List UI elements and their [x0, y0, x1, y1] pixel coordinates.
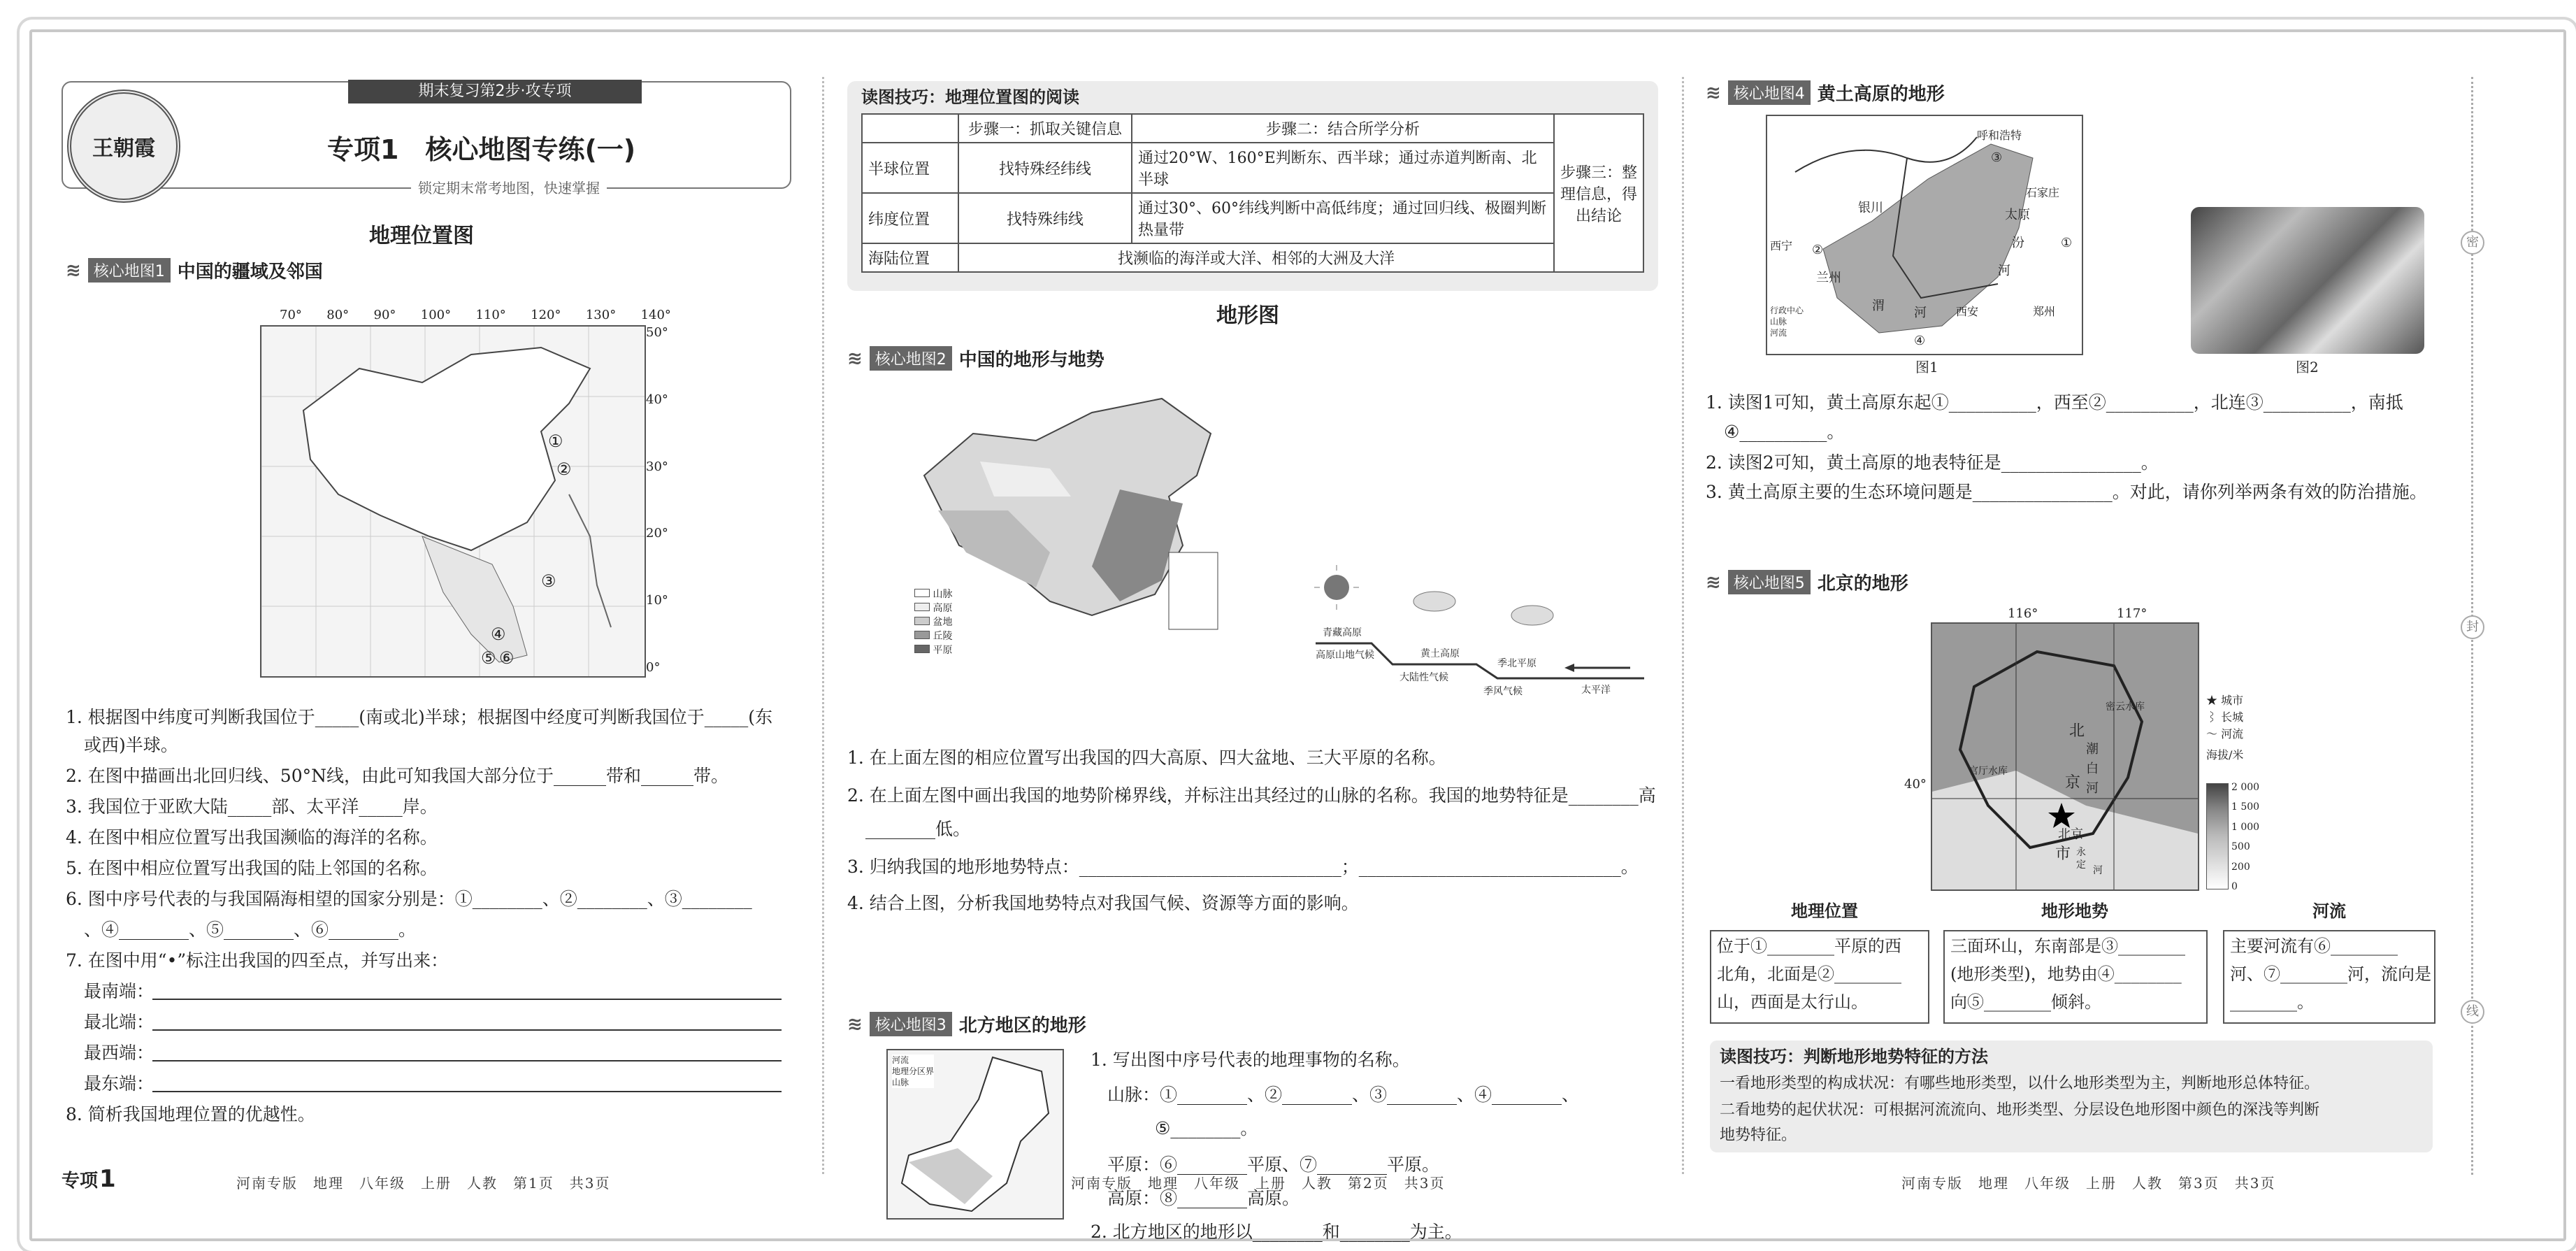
legend-swatch: [914, 631, 930, 639]
map4-label: 渭: [1872, 299, 1885, 313]
map5-label: 北: [2069, 722, 2085, 740]
section-title-location: 地理位置图: [369, 224, 474, 248]
map2-badge: 核心地图2: [870, 346, 952, 371]
legend-item: ★ 城市: [2206, 694, 2244, 707]
legend-item: 山脉: [1770, 317, 1787, 327]
lat-label: 20°: [646, 526, 668, 541]
wave-icon: ≋: [847, 1013, 863, 1035]
lat-label: 50°: [646, 325, 668, 340]
fig2-caption: 图2: [2296, 359, 2319, 376]
cell-location: [1710, 930, 1929, 1024]
table-cell: 通过30°、60°纬线判断中高低纬度；通过回归线、极圈判断热量带: [1132, 193, 1554, 243]
cell-line: 位于①________平原的西: [1717, 936, 1901, 956]
map5-lat: 40°: [1904, 777, 1927, 792]
map5-label: 永: [2076, 847, 2086, 858]
answer-line[interactable]: [152, 1060, 782, 1061]
q6-line1: 6. 图中序号代表的与我国隔海相望的国家分别是：①________、②________、③________: [66, 889, 752, 909]
map5-label: 京: [2065, 774, 2081, 792]
q1-line1: 1. 根据图中纬度可判断我国位于_____(南或北)半球；根据图中经度可判断我国位于_____(东: [66, 707, 773, 727]
map5-label: 密云水库: [2106, 701, 2145, 713]
map5-label: 定: [2076, 859, 2086, 871]
legend-item: ～ 河流: [2206, 727, 2244, 741]
lon-label: 70°: [280, 308, 302, 322]
q7-north: 最北端：: [84, 1012, 154, 1032]
map4-loess-plateau: [1766, 115, 2083, 355]
map2-q1: 1. 在上面左图的相应位置写出我国的四大高原、四大盆地、三大平原的名称。: [847, 748, 1446, 768]
cell-line: 三面环山，东南部是③________: [1950, 936, 2185, 956]
legend-item: 平原: [914, 643, 952, 657]
lon-label: 110°: [475, 308, 506, 322]
tip-box: [1710, 1041, 2433, 1152]
divider: [822, 77, 824, 1174]
cell-line: 北角，北面是②________: [1717, 964, 1901, 984]
map4-label: 石家庄: [2026, 186, 2060, 199]
map3-q1: 1. 写出图中序号代表的地理事物的名称。: [1091, 1050, 1410, 1070]
lat-label: 0°: [646, 659, 661, 675]
map5-label: 官厅水库: [1969, 766, 2008, 777]
map2-legend: [914, 587, 952, 657]
table-cell: 半球位置: [862, 143, 958, 193]
legend-item: ⌇ 长城: [2206, 710, 2244, 724]
tip-line: 二看地势的起伏状况：可根据河流流向、地形类型、分层设色地形图中颜色的深浅等判断: [1720, 1101, 2320, 1119]
q8: 8. 简析我国地理位置的优越性。: [66, 1104, 315, 1124]
col-head: 地形地势: [2041, 901, 2108, 921]
map1-title: 中国的疆域及邻国: [177, 262, 323, 283]
elev-tick: 200: [2231, 861, 2250, 873]
cell-line: 河、⑦________河，流向是: [2230, 964, 2431, 984]
table-cell: 步骤二：结合所学分析: [1132, 114, 1554, 143]
map3-q1-mountains: 山脉：①________、②________、③________、④________、: [1107, 1085, 1580, 1105]
lon-label: 90°: [373, 308, 396, 322]
map5-badge: 核心地图5: [1728, 570, 1811, 594]
map2-q4: 4. 结合上图，分析我国地势特点对我国气候、资源等方面的影响。: [847, 893, 1359, 913]
map5-label: 北京: [2058, 827, 2083, 842]
table-cell: 步骤一：抓取关键信息: [958, 114, 1132, 143]
lat-label: 30°: [646, 459, 668, 474]
q6-line2: 、④________、⑤________、⑥________。: [84, 920, 417, 940]
elev-tick: 1 500: [2231, 801, 2260, 813]
footer-label: 专项: [62, 1171, 99, 1192]
table-cell: 找特殊经纬线: [958, 143, 1132, 193]
map2-title: 中国的地形与地势: [958, 350, 1104, 371]
page-subtitle: 锁定期末常考地图，快速掌握: [411, 179, 607, 197]
map1-marker-1: ①: [548, 431, 563, 451]
map4-label: 太原: [2005, 208, 2030, 222]
map4-heading: [1706, 80, 1945, 106]
map1-heading: [66, 257, 323, 283]
map4-marker: ④: [1914, 334, 1926, 348]
terrain-profile-diagram: [1309, 559, 1644, 699]
q1-line2: 或西)半球。: [84, 735, 178, 755]
footer-num: 1: [99, 1165, 116, 1193]
table-cell: 纬度位置: [862, 193, 958, 243]
cell-line: 山，西面是太行山。: [1717, 992, 1868, 1012]
map1-badge: 核心地图1: [88, 258, 171, 283]
map1-graphic: [261, 327, 645, 676]
answer-line[interactable]: [152, 1091, 782, 1092]
footer-text: 河南专版 地理 八年级 上册 人教 第2页 共3页: [1071, 1175, 1446, 1192]
cell-terrain: [1943, 930, 2208, 1024]
map1-marker-3: ③: [541, 571, 556, 591]
cell-line: 主要河流有⑥________: [2230, 936, 2398, 956]
legend-item: 山脉: [892, 1078, 909, 1087]
map1-marker-6: ⑥: [499, 648, 515, 668]
elevation-bar: [2206, 783, 2229, 889]
map4-legend: [1770, 305, 1804, 338]
seal-mark: 封: [2461, 615, 2484, 639]
lon-label: 130°: [585, 308, 617, 322]
col-head: 河流: [2312, 901, 2346, 921]
lon-label: 100°: [420, 308, 452, 322]
map4-label: 郑州: [2033, 305, 2056, 318]
cell-line: 向⑤________倾斜。: [1950, 992, 2101, 1012]
profile-label: 太平洋: [1581, 685, 1611, 696]
elev-tick: 1 000: [2231, 821, 2260, 833]
legend-item: 地理分区界: [892, 1066, 935, 1076]
wave-icon: ≋: [1706, 82, 1721, 103]
answer-line[interactable]: [152, 1029, 782, 1031]
map4-marker: ③: [1991, 150, 2003, 165]
seal-mark: 密: [2461, 231, 2484, 255]
fig1-caption: 图1: [1915, 359, 1938, 376]
map3-q1-plains: 平原：⑥________平原、⑦________平原。: [1107, 1155, 1440, 1175]
map4-q1-line1: 1. 读图1可知，黄土高原东起①__________，西至②__________，北连③__________，南抵: [1706, 392, 2403, 413]
map5-lon: 117°: [2117, 606, 2147, 621]
map1-marker-4: ④: [491, 624, 506, 644]
elev-tick: 0: [2231, 880, 2238, 892]
footer-text: 河南专版 地理 八年级 上册 人教 第3页 共3页: [1901, 1175, 2276, 1192]
map4-label: 河: [1914, 306, 1927, 320]
profile-label: 黄土高原: [1420, 648, 1460, 659]
map3-title: 北方地区的地形: [958, 1015, 1086, 1036]
map5-lon: 116°: [2008, 606, 2038, 621]
table-row: [862, 243, 1643, 272]
legend-title: 海拔/米: [2206, 748, 2244, 762]
map4-label: 河: [1998, 264, 2010, 278]
answer-line[interactable]: [152, 999, 782, 1000]
tip-line: 一看地形类型的构成状况：有哪些地形类型，以什么地形类型为主，判断地形总体特征。: [1720, 1075, 2320, 1092]
page-2: [847, 77, 1658, 1242]
legend-swatch: [914, 603, 930, 611]
map4-label: 西宁: [1770, 239, 1793, 252]
legend-item: 河流: [892, 1055, 909, 1065]
page-title: 专项1 核心地图专练(一): [327, 134, 636, 165]
table-row: [862, 143, 1643, 193]
elevation-ticks: [2231, 782, 2259, 892]
map3-legend: [892, 1055, 934, 1088]
wave-icon: ≋: [847, 348, 863, 369]
lat-label: 40°: [646, 392, 668, 407]
map4-label: 银川: [1858, 201, 1883, 215]
wave-icon: ≋: [66, 259, 81, 281]
map5-title: 北京的地形: [1817, 573, 1908, 594]
profile-label: 季北平原: [1497, 658, 1537, 669]
map2-graphic: [910, 392, 1246, 643]
map3-north-region: [886, 1049, 1064, 1220]
map3-q1-mountains2: ⑤________。: [1155, 1118, 1258, 1138]
divider: [1682, 77, 1684, 1174]
table-cell: [862, 114, 958, 143]
profile-label: 大陆性气候: [1399, 672, 1448, 683]
legend-swatch: [914, 645, 930, 653]
q5: 5. 在图中相应位置写出我国的陆上邻国的名称。: [66, 858, 438, 878]
step-tag: 期末复习第2步·攻专项: [348, 80, 642, 103]
cell-line: (地形类型)，地势由④________: [1950, 964, 2182, 984]
table-cell: 通过20°W、160°E判断东、西半球；通过赤道判断南、北半球: [1132, 143, 1554, 193]
legend-item: 河流: [1770, 328, 1787, 338]
q2: 2. 在图中描画出北回归线、50°N线，由此可知我国大部分位于______带和______带。: [66, 766, 728, 786]
map5-label: 白: [2086, 762, 2099, 776]
tip-line: 地势特征。: [1720, 1127, 1797, 1144]
lon-label: 140°: [640, 308, 671, 322]
map2-q2-line1: 2. 在上面左图中画出我国的地势阶梯界线，并标注出其经过的山脉的名称。我国的地势特征是________高: [847, 785, 1656, 806]
map2-q3: 3. 归纳我国的地形地势特点：______________________________；______________________________。: [847, 857, 1639, 877]
map1-marker-5: ⑤: [481, 648, 496, 668]
map4-marker: ①: [2061, 236, 2073, 250]
tip-table-title: 读图技巧：地理位置图的阅读: [861, 87, 1079, 107]
legend-swatch: [914, 589, 930, 597]
table-cell-step3: 步骤三：整理信息，得出结论: [1554, 114, 1643, 272]
section-title-terrain: 地形图: [1216, 303, 1279, 328]
table-cell: 海陆位置: [862, 243, 958, 272]
map2-q2-line2: ________低。: [865, 819, 971, 839]
legend-item: 盆地: [914, 615, 952, 629]
lat-label: 10°: [646, 593, 668, 608]
map5-label: 河: [2086, 781, 2099, 796]
map3-q2: 2. 北方地区的地形以________和________为主。: [1091, 1222, 1462, 1242]
map4-marker: ②: [1812, 243, 1824, 257]
elev-tick: 2 000: [2231, 782, 2260, 793]
map4-label: 兰州: [1816, 271, 1841, 285]
map4-q2: 2. 读图2可知，黄土高原的地表特征是________________。: [1706, 452, 2159, 473]
map1-china-territory: [260, 325, 646, 678]
table-row: [862, 114, 1643, 143]
map5-beijing: [1931, 622, 2199, 891]
map4-badge: 核心地图4: [1728, 80, 1811, 105]
lon-label: 120°: [531, 308, 561, 322]
map3-badge: 核心地图3: [870, 1012, 952, 1036]
lon-label: 80°: [326, 308, 350, 322]
cell-line: ________。: [2230, 992, 2314, 1012]
cell-rivers: [2223, 930, 2435, 1024]
legend-item: 山脉: [914, 587, 952, 601]
map4-title: 黄土高原的地形: [1817, 84, 1945, 105]
elev-tick: 500: [2231, 841, 2250, 853]
col-head: 地理位置: [1791, 901, 1858, 921]
map4-q1-line2: ④__________。: [1724, 422, 1845, 442]
footer-text: 河南专版 地理 八年级 上册 人教 第1页 共3页: [236, 1175, 611, 1192]
page-3: [1706, 77, 2447, 1192]
q7-west: 最西端：: [84, 1043, 154, 1063]
map5-label: 河: [2093, 865, 2103, 876]
wave-icon: ≋: [1706, 571, 1721, 593]
map4-q3: 3. 黄土高原主要的生态环境问题是________________。对此，请你列举两条有效的防治措施。: [1706, 482, 2427, 502]
map4-label: 西安: [1956, 305, 1979, 318]
q3: 3. 我国位于亚欧大陆_____部、太平洋_____岸。: [66, 796, 438, 817]
map5-heading: [1706, 569, 1908, 595]
map2-heading: [847, 345, 1104, 371]
profile-label: 季风气候: [1483, 686, 1523, 697]
map1-marker-2: ②: [556, 459, 572, 479]
table-cell: 找濒临的海洋或大洋、相邻的大洲及大洋: [958, 243, 1554, 272]
q7-east: 最东端：: [84, 1073, 154, 1094]
profile-label: 青藏高原: [1323, 627, 1362, 638]
map4-label: 呼和浩特: [1977, 129, 2022, 142]
map3-q1-plateau: 高原：⑧________高原。: [1107, 1188, 1300, 1208]
q7-south: 最南端：: [84, 981, 154, 1001]
logo-seal: 王朝霞: [67, 90, 180, 203]
map5-label: 潮: [2086, 742, 2099, 757]
tip-title: 读图技巧：判断地形地势特征的方法: [1720, 1047, 1988, 1066]
table-cell: 找特殊纬线: [958, 193, 1132, 243]
map3-heading: [847, 1011, 1086, 1037]
legend-swatch: [914, 617, 930, 625]
q7: 7. 在图中用“•”标注出我国的四至点，并写出来：: [66, 950, 449, 971]
fig2-photo: [2191, 207, 2424, 354]
map1-lat-labels: [646, 325, 668, 675]
legend-item: 行政中心: [1770, 306, 1804, 315]
map5-legend: [2206, 692, 2243, 764]
legend-item: 高原: [914, 601, 952, 615]
map2-china-terrain: [910, 392, 1246, 643]
page-number-badge: [62, 1165, 116, 1193]
legend-item: 丘陵: [914, 629, 952, 643]
tip-table: [861, 113, 1644, 273]
map5-label: 市: [2055, 845, 2071, 863]
map4-label: 汾: [2012, 236, 2024, 250]
map1-lon-labels: [280, 308, 671, 322]
q4: 4. 在图中相应位置写出我国濒临的海洋的名称。: [66, 827, 438, 848]
page-1: [62, 77, 803, 1193]
seal-mark: 线: [2461, 1000, 2484, 1024]
table-row: [862, 193, 1643, 243]
profile-label: 高原山地气候: [1316, 650, 1374, 661]
